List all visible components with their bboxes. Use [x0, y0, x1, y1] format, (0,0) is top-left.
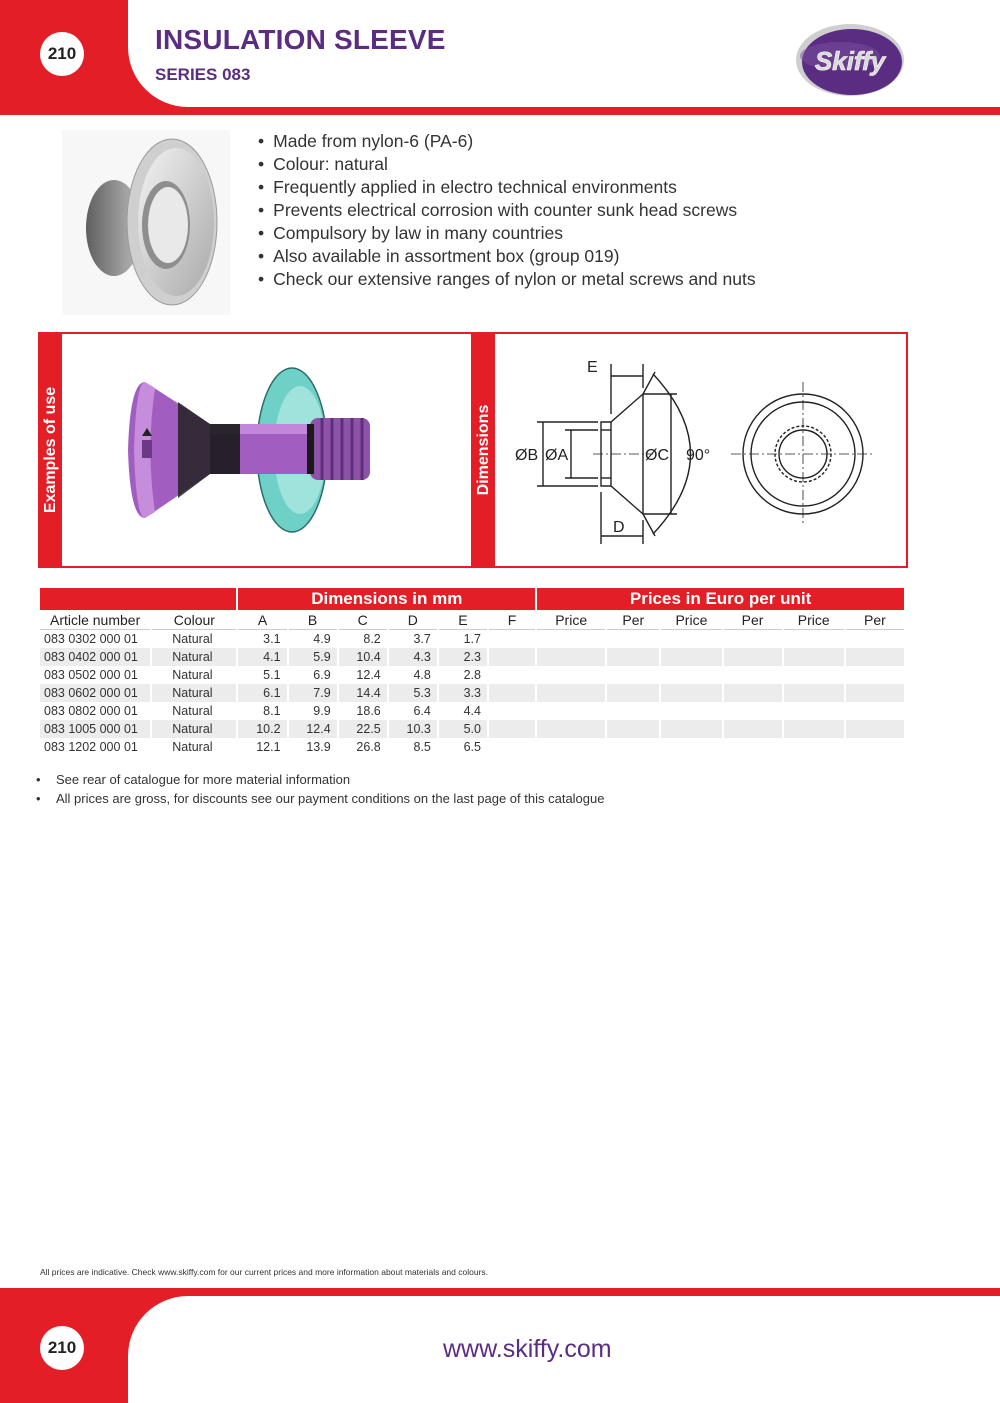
dim-label-b: ØB: [515, 447, 539, 464]
group-header-row: [40, 588, 904, 610]
cell-price: [784, 684, 844, 702]
cell-article: 083 1202 000 01: [44, 740, 138, 754]
cell-d: 4.3: [389, 648, 437, 666]
cell-per: [607, 666, 659, 684]
cell-article: 083 0802 000 01: [44, 704, 138, 718]
cell-e: 2.8: [463, 668, 481, 682]
group-header-blank: [40, 588, 236, 610]
cell-a: 5.1: [263, 668, 281, 682]
specification-table: [38, 588, 906, 756]
cell-per: [607, 738, 659, 756]
dim-label-c: ØC: [645, 447, 669, 464]
cell-a: 8.1: [263, 704, 281, 718]
cell-article: 083 0402 000 01: [40, 648, 150, 666]
cell-per: [846, 666, 904, 684]
cell-f: [489, 648, 535, 666]
cell-f: [489, 738, 535, 756]
cell-c: 12.4: [356, 668, 381, 682]
note-item: • All prices are gross, for discounts see our payment conditions on the last page of this catalogue: [36, 789, 604, 808]
cell-d: 4.8: [413, 668, 431, 682]
cell-per: [607, 684, 659, 702]
col-header: Price: [661, 610, 721, 630]
table-row: [40, 666, 904, 684]
dim-label-a: ØA: [545, 447, 569, 464]
cell-colour: Natural: [172, 740, 213, 754]
cell-b: 4.9: [313, 632, 331, 646]
cell-per: [724, 684, 782, 702]
cell-price: [537, 666, 605, 684]
col-header: E: [439, 610, 487, 630]
cell-per: [846, 738, 904, 756]
example-illustration: [100, 352, 430, 547]
feature-item: • Frequently applied in electro technical environments: [258, 176, 756, 199]
cell-per: [724, 666, 782, 684]
cell-price: [537, 684, 605, 702]
cell-per: [724, 720, 782, 738]
cell-e: 5.0: [439, 720, 487, 738]
cell-e: 6.5: [463, 740, 481, 754]
footer-page-number-badge: 210: [40, 1326, 84, 1370]
cell-price: [537, 720, 605, 738]
cell-article: 083 0502 000 01: [44, 668, 138, 682]
col-header: B: [289, 610, 337, 630]
cell-e: 4.4: [463, 704, 481, 718]
cell-c: 26.8: [356, 740, 381, 754]
logo-text: Skiffy: [814, 46, 886, 76]
feature-item: • Colour: natural: [258, 153, 756, 176]
cell-e: 3.3: [439, 684, 487, 702]
cell-per: [846, 630, 904, 648]
cell-price: [784, 630, 844, 648]
cell-a: 12.1: [256, 740, 281, 754]
cell-price: [661, 738, 721, 756]
column-header-row: [40, 610, 904, 630]
cell-d: 6.4: [413, 704, 431, 718]
feature-item: • Compulsory by law in many countries: [258, 222, 756, 245]
cell-price: [537, 648, 605, 666]
cell-price: [661, 684, 721, 702]
table-row: [40, 630, 904, 648]
cell-per: [724, 648, 782, 666]
cell-d: 5.3: [389, 684, 437, 702]
cell-per: [607, 702, 659, 720]
page-subtitle: SERIES 083: [155, 65, 251, 84]
dim-label-d: D: [613, 519, 625, 536]
dimensions-side-label: [473, 334, 495, 566]
cell-d: 10.3: [389, 720, 437, 738]
page-number-badge: 210: [40, 32, 84, 76]
col-header: Per: [724, 610, 782, 630]
website-link[interactable]: www.skiffy.com: [443, 1335, 612, 1363]
cell-colour: Natural: [152, 684, 236, 702]
product-image: [62, 130, 230, 315]
feature-item: • Made from nylon-6 (PA-6): [258, 130, 756, 153]
col-header: Price: [537, 610, 605, 630]
cell-c: 8.2: [363, 632, 381, 646]
cell-price: [661, 702, 721, 720]
cell-b: 13.9: [306, 740, 331, 754]
col-header: D: [389, 610, 437, 630]
cell-e: 1.7: [463, 632, 481, 646]
cell-colour: Natural: [152, 648, 236, 666]
cell-f: [489, 684, 535, 702]
cell-colour: Natural: [172, 632, 213, 646]
cell-a: 6.1: [238, 684, 286, 702]
cell-price: [537, 702, 605, 720]
table-row: [40, 648, 904, 666]
col-header: Colour: [152, 610, 236, 630]
cell-b: 7.9: [289, 684, 337, 702]
price-disclaimer: All prices are indicative. Check www.skiffy.com for our current prices and more information about materials and colours.: [40, 1267, 489, 1277]
dim-label-e: E: [587, 359, 598, 376]
table-row: [40, 720, 904, 738]
col-header: F: [489, 610, 535, 630]
col-header: Price: [784, 610, 844, 630]
cell-price: [784, 720, 844, 738]
cell-f: [489, 630, 535, 648]
note-item: • See rear of catalogue for more material information: [36, 770, 604, 789]
feature-item: • Prevents electrical corrosion with counter sunk head screws: [258, 199, 756, 222]
cell-c: 22.5: [339, 720, 387, 738]
cell-b: 9.9: [313, 704, 331, 718]
dimensions-drawing: [503, 344, 903, 559]
cell-per: [846, 702, 904, 720]
table-row: [40, 738, 904, 756]
cell-f: [489, 666, 535, 684]
cell-per: [607, 720, 659, 738]
group-header-dimensions: Dimensions in mm: [238, 588, 535, 610]
col-header: C: [339, 610, 387, 630]
skiffy-logo: [790, 18, 910, 102]
col-header: Article number: [40, 610, 150, 630]
examples-side-label: [40, 334, 62, 566]
cell-per: [846, 684, 904, 702]
cell-b: 6.9: [313, 668, 331, 682]
examples-panel: [38, 332, 475, 568]
cell-f: [489, 702, 535, 720]
cell-price: [784, 702, 844, 720]
cell-b: 12.4: [289, 720, 337, 738]
cell-article: 083 1005 000 01: [40, 720, 150, 738]
cell-f: [489, 720, 535, 738]
cell-price: [537, 738, 605, 756]
cell-c: 18.6: [356, 704, 381, 718]
col-header: Per: [846, 610, 904, 630]
cell-per: [846, 648, 904, 666]
cell-d: 8.5: [413, 740, 431, 754]
cell-price: [661, 720, 721, 738]
cell-b: 5.9: [289, 648, 337, 666]
feature-item: • Also available in assortment box (group 019): [258, 245, 756, 268]
cell-a: 3.1: [263, 632, 281, 646]
cell-per: [724, 702, 782, 720]
feature-item: • Check our extensive ranges of nylon or metal screws and nuts: [258, 268, 756, 291]
cell-article: 083 0602 000 01: [40, 684, 150, 702]
cell-per: [724, 630, 782, 648]
table-row: [40, 684, 904, 702]
feature-list: [258, 130, 756, 291]
cell-article: 083 0302 000 01: [44, 632, 138, 646]
cell-price: [784, 666, 844, 684]
cell-price: [661, 630, 721, 648]
cell-a: 4.1: [238, 648, 286, 666]
examples-label: Examples of use: [42, 386, 59, 514]
cell-price: [537, 630, 605, 648]
dim-label-angle: 90°: [686, 447, 711, 464]
cell-per: [846, 720, 904, 738]
page-title: INSULATION SLEEVE: [155, 24, 446, 55]
col-header: A: [238, 610, 286, 630]
dimensions-panel: [471, 332, 908, 568]
cell-c: 10.4: [339, 648, 387, 666]
cell-per: [607, 648, 659, 666]
cell-price: [784, 738, 844, 756]
cell-e: 2.3: [439, 648, 487, 666]
cell-price: [661, 648, 721, 666]
cell-per: [607, 630, 659, 648]
cell-colour: Natural: [172, 668, 213, 682]
cell-colour: Natural: [172, 704, 213, 718]
col-header: Per: [607, 610, 659, 630]
dimensions-label: Dimensions: [475, 404, 492, 496]
cell-a: 10.2: [238, 720, 286, 738]
cell-price: [784, 648, 844, 666]
cell-per: [724, 738, 782, 756]
cell-d: 3.7: [413, 632, 431, 646]
notes-list: [36, 770, 604, 808]
cell-colour: Natural: [152, 720, 236, 738]
cell-price: [661, 666, 721, 684]
table-row: [40, 702, 904, 720]
group-header-prices: Prices in Euro per unit: [537, 588, 904, 610]
cell-c: 14.4: [339, 684, 387, 702]
